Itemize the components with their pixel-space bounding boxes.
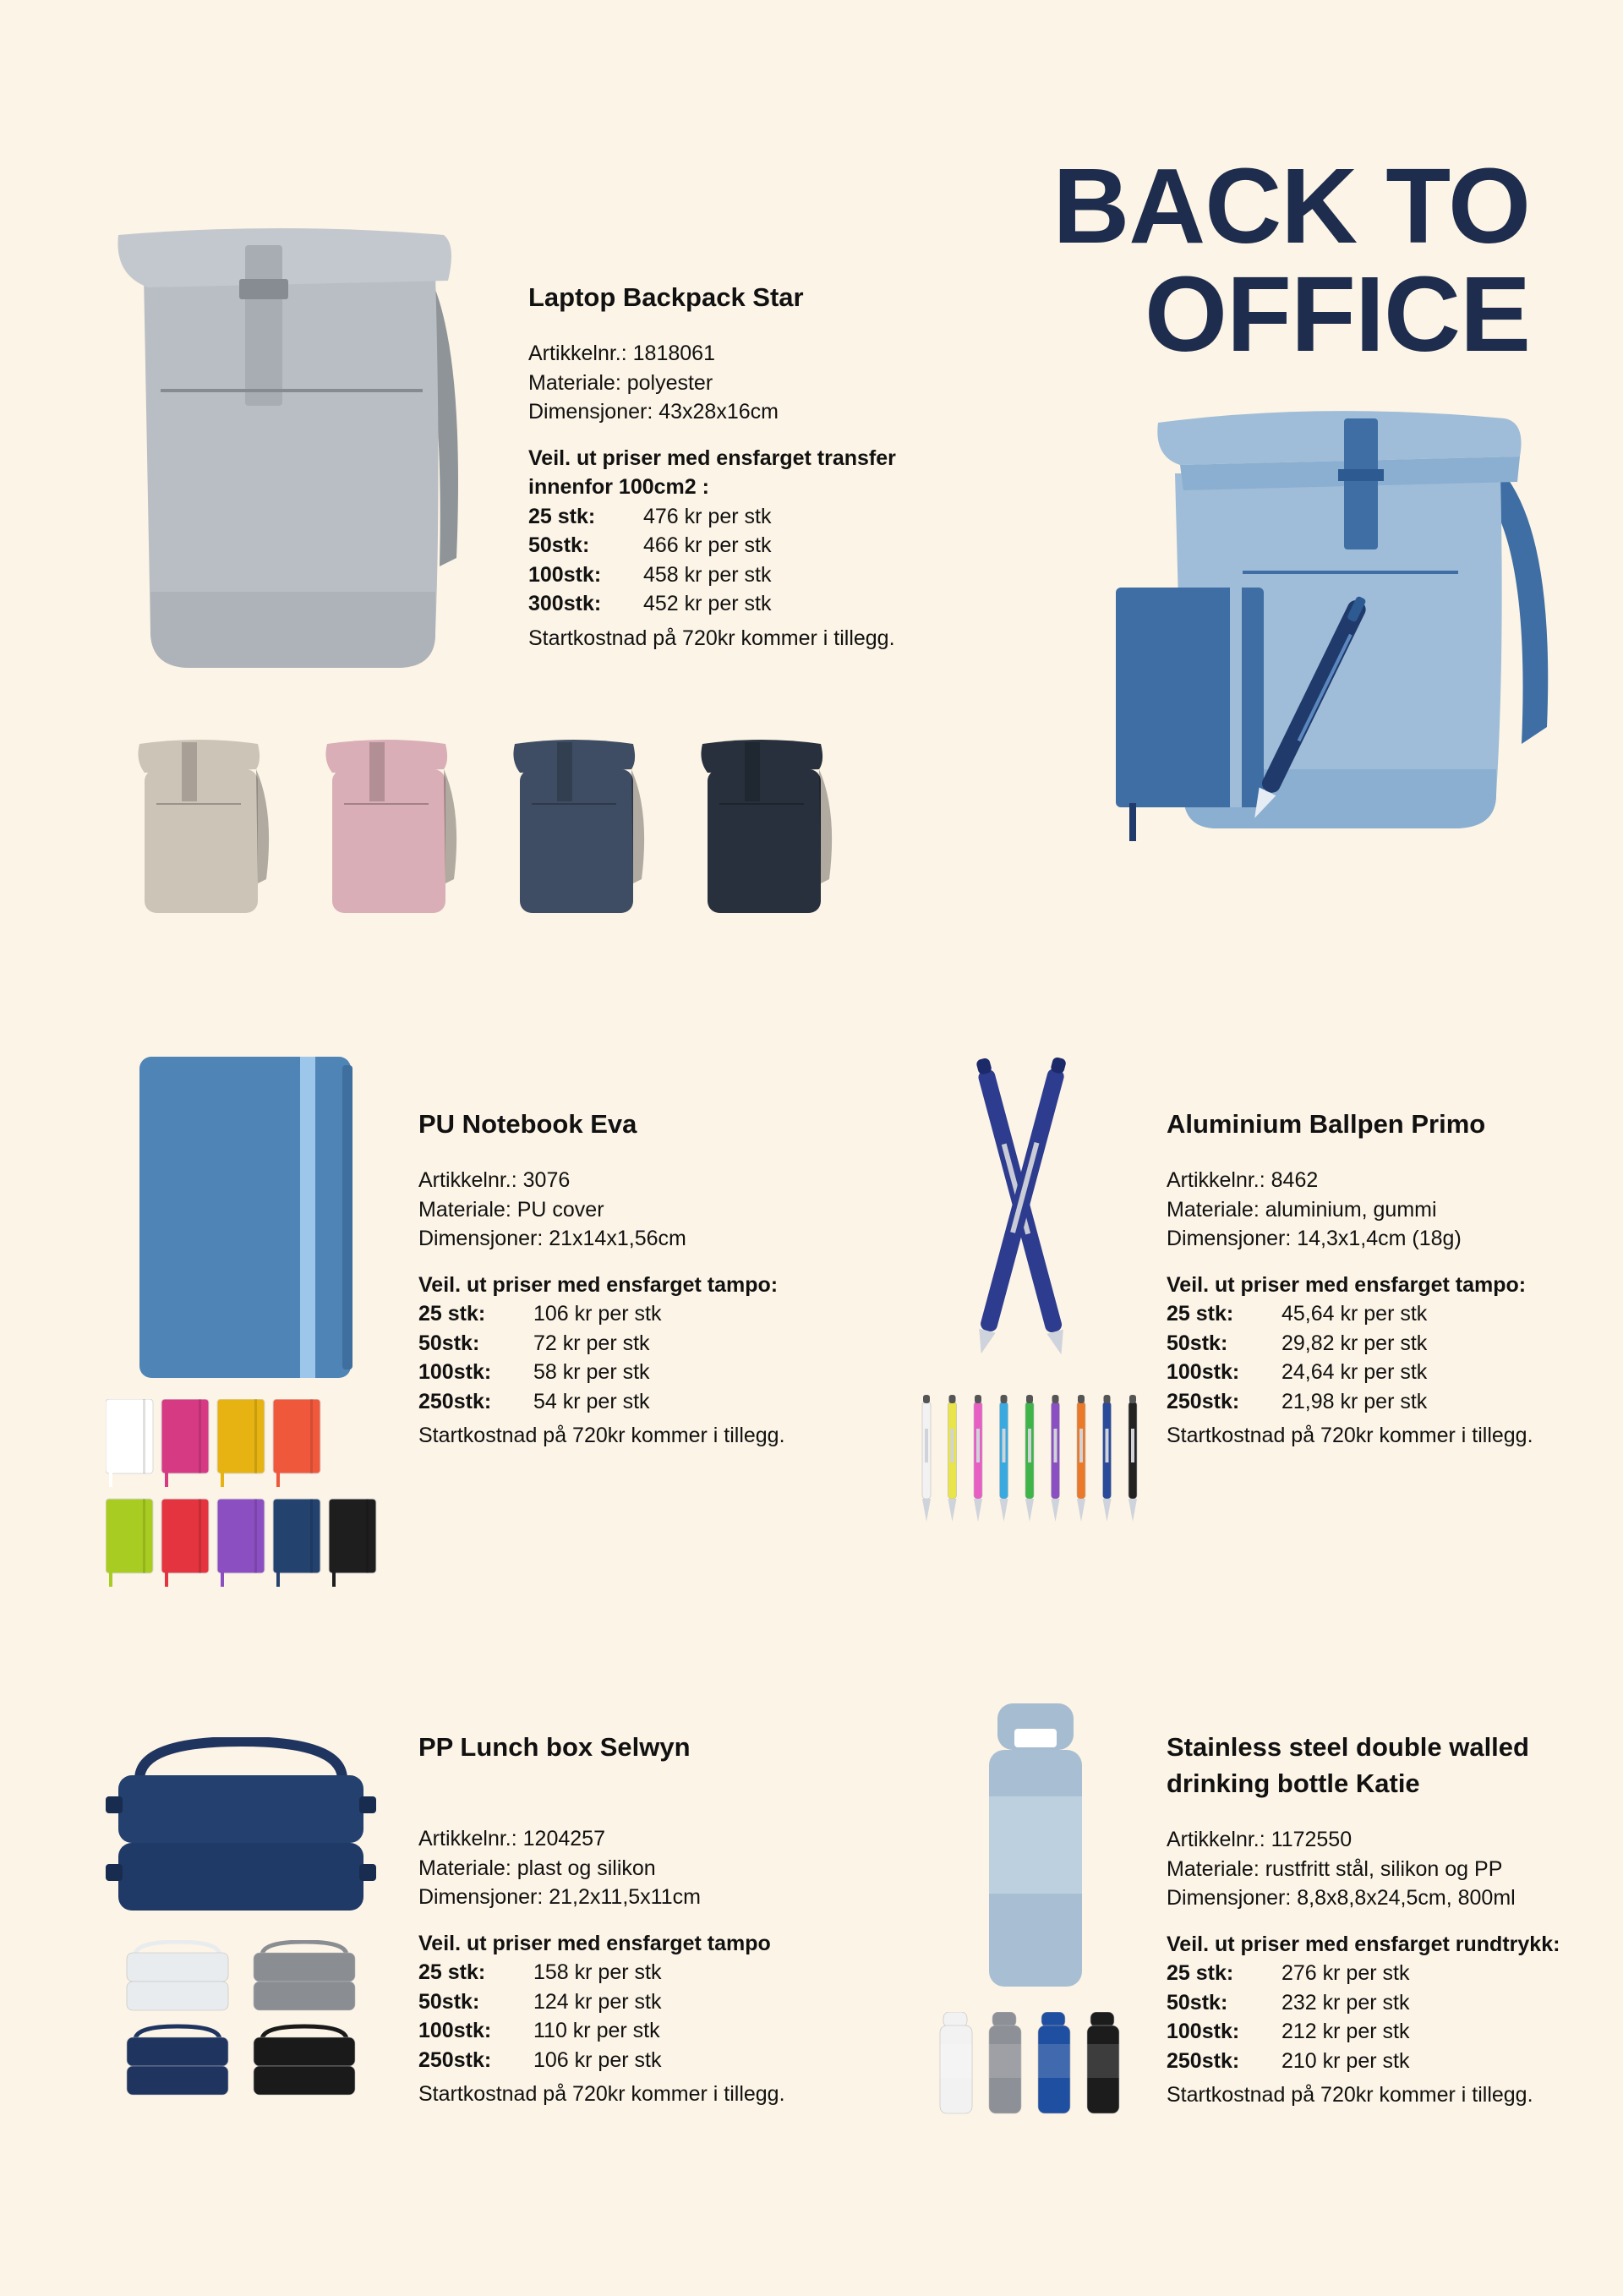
bottle-variant bbox=[940, 2012, 972, 2113]
bottle-color-variants bbox=[938, 2012, 1141, 2118]
product-ballpen bbox=[1167, 1106, 1606, 1451]
spec-dimensions: Dimensjoner: 8,8x8,8x24,5cm, 800ml bbox=[1167, 1886, 1516, 1910]
price-heading: Veil. ut priser med ensfarget tampo: bbox=[1167, 1272, 1527, 1297]
spec-dimensions: Dimensjoner: 21,2x11,5x11cm bbox=[418, 1885, 701, 1909]
setup-cost-note: Startkostnad på 720kr kommer i tillegg. bbox=[418, 2082, 785, 2106]
setup-cost-note: Startkostnad på 720kr kommer i tillegg. bbox=[528, 626, 895, 650]
price-tier: 25 stk: 476 kr per stk bbox=[528, 504, 772, 528]
pen-variant bbox=[948, 1395, 957, 1522]
price-tier: 50stk: 72 kr per stk bbox=[418, 1331, 650, 1355]
price-tier: 25 stk: 276 kr per stk bbox=[1167, 1961, 1410, 1985]
lunchbox-variant bbox=[254, 1942, 355, 2010]
backpack-variant bbox=[701, 740, 832, 913]
spec-article: Artikkelnr.: 3076 bbox=[418, 1168, 571, 1192]
backpack-color-variants bbox=[131, 735, 850, 921]
price-tier: 50stk: 124 kr per stk bbox=[418, 1989, 662, 2014]
price-tier: 100stk: 24,64 kr per stk bbox=[1167, 1360, 1428, 1384]
spec-material: Materiale: polyester bbox=[528, 370, 713, 395]
price-tier: 50stk: 29,82 kr per stk bbox=[1167, 1331, 1428, 1355]
spec-article: Artikkelnr.: 1172550 bbox=[1167, 1828, 1352, 1851]
notebook-variant bbox=[217, 1399, 265, 1487]
product-title: Stainless steel double walled drinking bottle Katie bbox=[1167, 1732, 1529, 1798]
price-tier: 25 stk: 106 kr per stk bbox=[418, 1302, 662, 1326]
price-tier: 100stk: 58 kr per stk bbox=[418, 1360, 650, 1384]
notebook-variant bbox=[106, 1499, 153, 1587]
price-heading: Veil. ut priser med ensfarget transfer innenfor 100cm2 : bbox=[528, 446, 896, 499]
backpack-variant bbox=[325, 740, 456, 913]
backpack-image bbox=[110, 228, 465, 685]
spec-article: Artikkelnr.: 8462 bbox=[1167, 1168, 1319, 1192]
price-heading: Veil. ut priser med ensfarget rundtrykk: bbox=[1167, 1932, 1560, 1956]
spec-material: Materiale: PU cover bbox=[418, 1197, 604, 1222]
bottle-image bbox=[985, 1703, 1086, 1991]
lunchbox-variant bbox=[127, 1942, 228, 2010]
price-heading: Veil. ut priser med ensfarget tampo: bbox=[418, 1272, 779, 1297]
lunchbox-image bbox=[106, 1737, 376, 1915]
notebook-variant bbox=[106, 1399, 153, 1487]
notebook-variant bbox=[273, 1399, 320, 1487]
spec-dimensions: Dimensjoner: 14,3x1,4cm (18g) bbox=[1167, 1227, 1462, 1250]
headline-line-1: BACK TO bbox=[1052, 146, 1530, 265]
price-tier: 50stk: 466 kr per stk bbox=[528, 533, 772, 557]
page-headline bbox=[921, 146, 1530, 374]
setup-cost-note: Startkostnad på 720kr kommer i tillegg. bbox=[418, 1424, 785, 1447]
pen-variant bbox=[1025, 1395, 1034, 1522]
lunchbox-variant bbox=[127, 2026, 228, 2095]
lunchbox-color-variants bbox=[123, 1940, 376, 2109]
price-tier: 250stk: 21,98 kr per stk bbox=[1167, 1389, 1428, 1413]
price-tier: 25 stk: 158 kr per stk bbox=[418, 1960, 662, 1984]
price-tier: 100stk: 110 kr per stk bbox=[418, 2019, 660, 2042]
price-tier: 25 stk: 45,64 kr per stk bbox=[1167, 1302, 1428, 1326]
pen-variant bbox=[1128, 1395, 1137, 1522]
product-title: PP Lunch box Selwyn bbox=[418, 1732, 691, 1762]
spec-material: Materiale: plast og silikon bbox=[418, 1856, 656, 1880]
bottle-variant bbox=[1087, 2012, 1119, 2113]
backpack-variant bbox=[138, 740, 269, 913]
product-notebook bbox=[418, 1106, 858, 1451]
price-tier: 250stk: 210 kr per stk bbox=[1167, 2048, 1410, 2073]
product-bottle bbox=[1167, 1729, 1606, 2110]
price-tier: 250stk: 106 kr per stk bbox=[418, 2047, 662, 2072]
pen-variant bbox=[974, 1395, 982, 1522]
price-tier: 250stk: 54 kr per stk bbox=[418, 1389, 650, 1413]
product-backpack bbox=[528, 279, 1002, 653]
pen-variant bbox=[1052, 1395, 1060, 1522]
bottle-variant bbox=[1038, 2012, 1070, 2113]
pen-color-variants bbox=[917, 1395, 1154, 1530]
notebook-variant bbox=[329, 1499, 376, 1587]
notebook-variant bbox=[161, 1499, 209, 1587]
spec-material: Materiale: aluminium, gummi bbox=[1167, 1197, 1437, 1222]
spec-article: Artikkelnr.: 1204257 bbox=[418, 1827, 605, 1850]
product-title: PU Notebook Eva bbox=[418, 1109, 637, 1139]
product-title: Laptop Backpack Star bbox=[528, 282, 804, 312]
pen-image bbox=[947, 1048, 1099, 1361]
bottle-variant bbox=[989, 2012, 1021, 2113]
notebook-variant bbox=[273, 1499, 320, 1587]
price-tier: 300stk: 452 kr per stk bbox=[528, 592, 772, 615]
pen-variant bbox=[1077, 1395, 1085, 1522]
notebook-color-variants bbox=[106, 1399, 385, 1589]
price-tier: 100stk: 458 kr per stk bbox=[528, 562, 772, 587]
pen-variant bbox=[1103, 1395, 1112, 1522]
pen-variant bbox=[922, 1395, 931, 1522]
notebook-variant bbox=[217, 1499, 265, 1587]
product-title: Aluminium Ballpen Primo bbox=[1167, 1109, 1486, 1139]
price-tier: 100stk: 212 kr per stk bbox=[1167, 2020, 1410, 2043]
back-to-office-illustration bbox=[1099, 406, 1572, 862]
spec-material: Materiale: rustfritt stål, silikon og PP bbox=[1167, 1856, 1503, 1881]
price-heading: Veil. ut priser med ensfarget tampo bbox=[418, 1931, 771, 1955]
product-lunchbox bbox=[418, 1729, 858, 2109]
pen-variant bbox=[1000, 1395, 1008, 1522]
variant-swatch bbox=[138, 740, 832, 913]
setup-cost-note: Startkostnad på 720kr kommer i tillegg. bbox=[1167, 2083, 1533, 2107]
price-tier: 50stk: 232 kr per stk bbox=[1167, 1990, 1410, 2014]
notebook-variant bbox=[161, 1399, 209, 1487]
headline-line-2: OFFICE bbox=[1145, 254, 1530, 374]
spec-article: Artikkelnr.: 1818061 bbox=[528, 342, 715, 365]
backpack-variant bbox=[513, 740, 644, 913]
spec-dimensions: Dimensjoner: 43x28x16cm bbox=[528, 400, 779, 424]
setup-cost-note: Startkostnad på 720kr kommer i tillegg. bbox=[1167, 1424, 1533, 1447]
notebook-image bbox=[139, 1057, 359, 1382]
lunchbox-variant bbox=[254, 2026, 355, 2095]
spec-dimensions: Dimensjoner: 21x14x1,56cm bbox=[418, 1227, 686, 1250]
